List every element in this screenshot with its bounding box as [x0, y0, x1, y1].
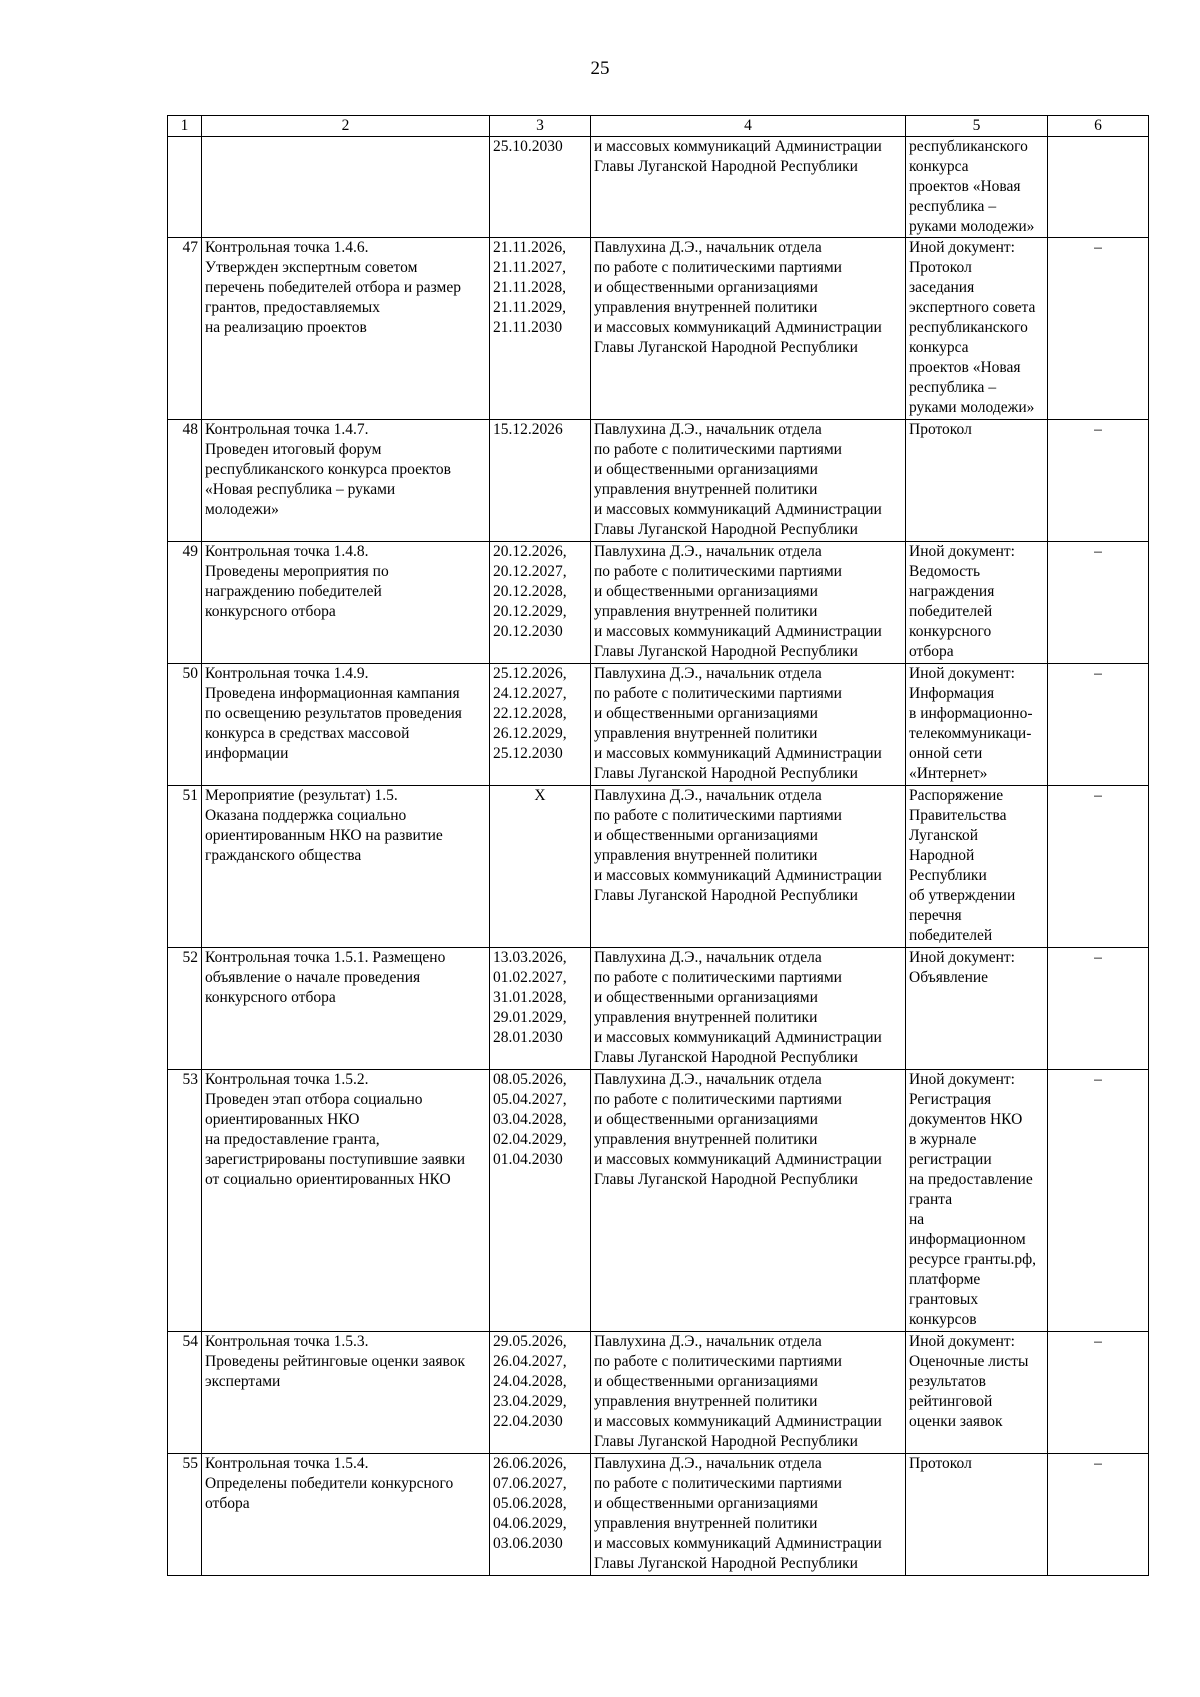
column-number: 3: [490, 116, 591, 137]
note: –: [1048, 420, 1149, 542]
note: –: [1048, 1454, 1149, 1576]
event-name: Контрольная точка 1.5.2. Проведен этап отбора социально ориентированных НКО на предоставление гранта, зарегистрированы поступившие заявки от социально ориентированных НКО: [202, 1070, 490, 1332]
responsible-person: Павлухина Д.Э., начальник отдела по работе с политическими партиями и общественными организациями управления внутренней политики и массовых коммуникаций Администрации Главы Луганской Народной Республики: [591, 1070, 906, 1332]
deadline-date: 20.12.2026, 20.12.2027, 20.12.2028, 20.12.2029, 20.12.2030: [490, 542, 591, 664]
deadline-date: 25.12.2026, 24.12.2027, 22.12.2028, 26.12.2029, 25.12.2030: [490, 664, 591, 786]
row-number: 55: [168, 1454, 202, 1576]
deadline-date: 08.05.2026, 05.04.2027, 03.04.2028, 02.04.2029, 01.04.2030: [490, 1070, 591, 1332]
note: –: [1048, 948, 1149, 1070]
document-type: Иной документ: Ведомость награждения победителей конкурсного отбора: [906, 542, 1048, 664]
deadline-date: X: [490, 786, 591, 948]
document-type: Протокол: [906, 1454, 1048, 1576]
table-row: [168, 664, 1149, 786]
column-number-row: [168, 116, 1149, 137]
event-name: Контрольная точка 1.4.7. Проведен итоговый форум республиканского конкурса проектов «Новая республика – руками молодежи»: [202, 420, 490, 542]
deadline-date: 13.03.2026, 01.02.2027, 31.01.2028, 29.01.2029, 28.01.2030: [490, 948, 591, 1070]
responsible-person: Павлухина Д.Э., начальник отдела по работе с политическими партиями и общественными организациями управления внутренней политики и массовых коммуникаций Администрации Главы Луганской Народной Республики: [591, 1332, 906, 1454]
event-name: Контрольная точка 1.4.6. Утвержден экспертным советом перечень победителей отбора и размер грантов, предоставляемых на реализацию проектов: [202, 238, 490, 420]
responsible-person: Павлухина Д.Э., начальник отдела по работе с политическими партиями и общественными организациями управления внутренней политики и массовых коммуникаций Администрации Главы Луганской Народной Республики: [591, 786, 906, 948]
control-points-table: [167, 115, 1149, 1576]
event-name: Контрольная точка 1.4.8. Проведены мероприятия по награждению победителей конкурсного отбора: [202, 542, 490, 664]
responsible-person: Павлухина Д.Э., начальник отдела по работе с политическими партиями и общественными организациями управления внутренней политики и массовых коммуникаций Администрации Главы Луганской Народной Республики: [591, 948, 906, 1070]
row-number: 52: [168, 948, 202, 1070]
document-type: Иной документ: Информация в информационно- телекоммуникаци- онной сети «Интернет»: [906, 664, 1048, 786]
note: –: [1048, 664, 1149, 786]
note: [1048, 137, 1149, 238]
table-row: [168, 1454, 1149, 1576]
deadline-date: 15.12.2026: [490, 420, 591, 542]
deadline-date: 29.05.2026, 26.04.2027, 24.04.2028, 23.04.2029, 22.04.2030: [490, 1332, 591, 1454]
responsible-person: Павлухина Д.Э., начальник отдела по работе с политическими партиями и общественными организациями управления внутренней политики и массовых коммуникаций Администрации Главы Луганской Народной Республики: [591, 420, 906, 542]
table-row: [168, 786, 1149, 948]
column-number: 6: [1048, 116, 1149, 137]
table-row: [168, 948, 1149, 1070]
event-name: Мероприятие (результат) 1.5. Оказана поддержка социально ориентированным НКО на развитие гражданского общества: [202, 786, 490, 948]
row-number: 54: [168, 1332, 202, 1454]
responsible-person: и массовых коммуникаций Администрации Главы Луганской Народной Республики: [591, 137, 906, 238]
document-type: Иной документ: Регистрация документов НКО в журнале регистрации на предоставление гранта на информационном ресурсе гранты.рф, платформе грантовых конкурсов: [906, 1070, 1048, 1332]
document-type: Распоряжение Правительства Луганской Народной Республики об утверждении перечня победителей: [906, 786, 1048, 948]
note: –: [1048, 786, 1149, 948]
event-name: Контрольная точка 1.4.9. Проведена информационная кампания по освещению результатов проведения конкурса в средствах массовой информации: [202, 664, 490, 786]
responsible-person: Павлухина Д.Э., начальник отдела по работе с политическими партиями и общественными организациями управления внутренней политики и массовых коммуникаций Администрации Главы Луганской Народной Республики: [591, 542, 906, 664]
note: –: [1048, 238, 1149, 420]
note: –: [1048, 542, 1149, 664]
table-row: [168, 542, 1149, 664]
document-type: Иной документ: Оценочные листы результатов рейтинговой оценки заявок: [906, 1332, 1048, 1454]
row-number: 49: [168, 542, 202, 664]
document-type: Протокол: [906, 420, 1048, 542]
table-row: [168, 420, 1149, 542]
table-row: [168, 1070, 1149, 1332]
document-type: Иной документ: Объявление: [906, 948, 1048, 1070]
row-number: [168, 137, 202, 238]
table-row: [168, 238, 1149, 420]
column-number: 5: [906, 116, 1048, 137]
note: –: [1048, 1332, 1149, 1454]
row-number: 51: [168, 786, 202, 948]
responsible-person: Павлухина Д.Э., начальник отдела по работе с политическими партиями и общественными организациями управления внутренней политики и массовых коммуникаций Администрации Главы Луганской Народной Республики: [591, 664, 906, 786]
page-number: 25: [590, 58, 610, 79]
table-row: [168, 1332, 1149, 1454]
table-row: [168, 137, 1149, 238]
event-name: Контрольная точка 1.5.3. Проведены рейтинговые оценки заявок экспертами: [202, 1332, 490, 1454]
deadline-date: 26.06.2026, 07.06.2027, 05.06.2028, 04.06.2029, 03.06.2030: [490, 1454, 591, 1576]
event-name: Контрольная точка 1.5.4. Определены победители конкурсного отбора: [202, 1454, 490, 1576]
row-number: 48: [168, 420, 202, 542]
column-number: 2: [202, 116, 490, 137]
event-name: Контрольная точка 1.5.1. Размещено объявление о начале проведения конкурсного отбора: [202, 948, 490, 1070]
column-number: 4: [591, 116, 906, 137]
document-type: Иной документ: Протокол заседания экспертного совета республиканского конкурса проектов «Новая республика – руками молодежи»: [906, 238, 1048, 420]
column-number: 1: [168, 116, 202, 137]
deadline-date: 25.10.2030: [490, 137, 591, 238]
row-number: 50: [168, 664, 202, 786]
row-number: 47: [168, 238, 202, 420]
event-name: [202, 137, 490, 238]
responsible-person: Павлухина Д.Э., начальник отдела по работе с политическими партиями и общественными организациями управления внутренней политики и массовых коммуникаций Администрации Главы Луганской Народной Республики: [591, 238, 906, 420]
responsible-person: Павлухина Д.Э., начальник отдела по работе с политическими партиями и общественными организациями управления внутренней политики и массовых коммуникаций Администрации Главы Луганской Народной Республики: [591, 1454, 906, 1576]
deadline-date: 21.11.2026, 21.11.2027, 21.11.2028, 21.11.2029, 21.11.2030: [490, 238, 591, 420]
document-type: республиканского конкурса проектов «Новая республика – руками молодежи»: [906, 137, 1048, 238]
row-number: 53: [168, 1070, 202, 1332]
note: –: [1048, 1070, 1149, 1332]
